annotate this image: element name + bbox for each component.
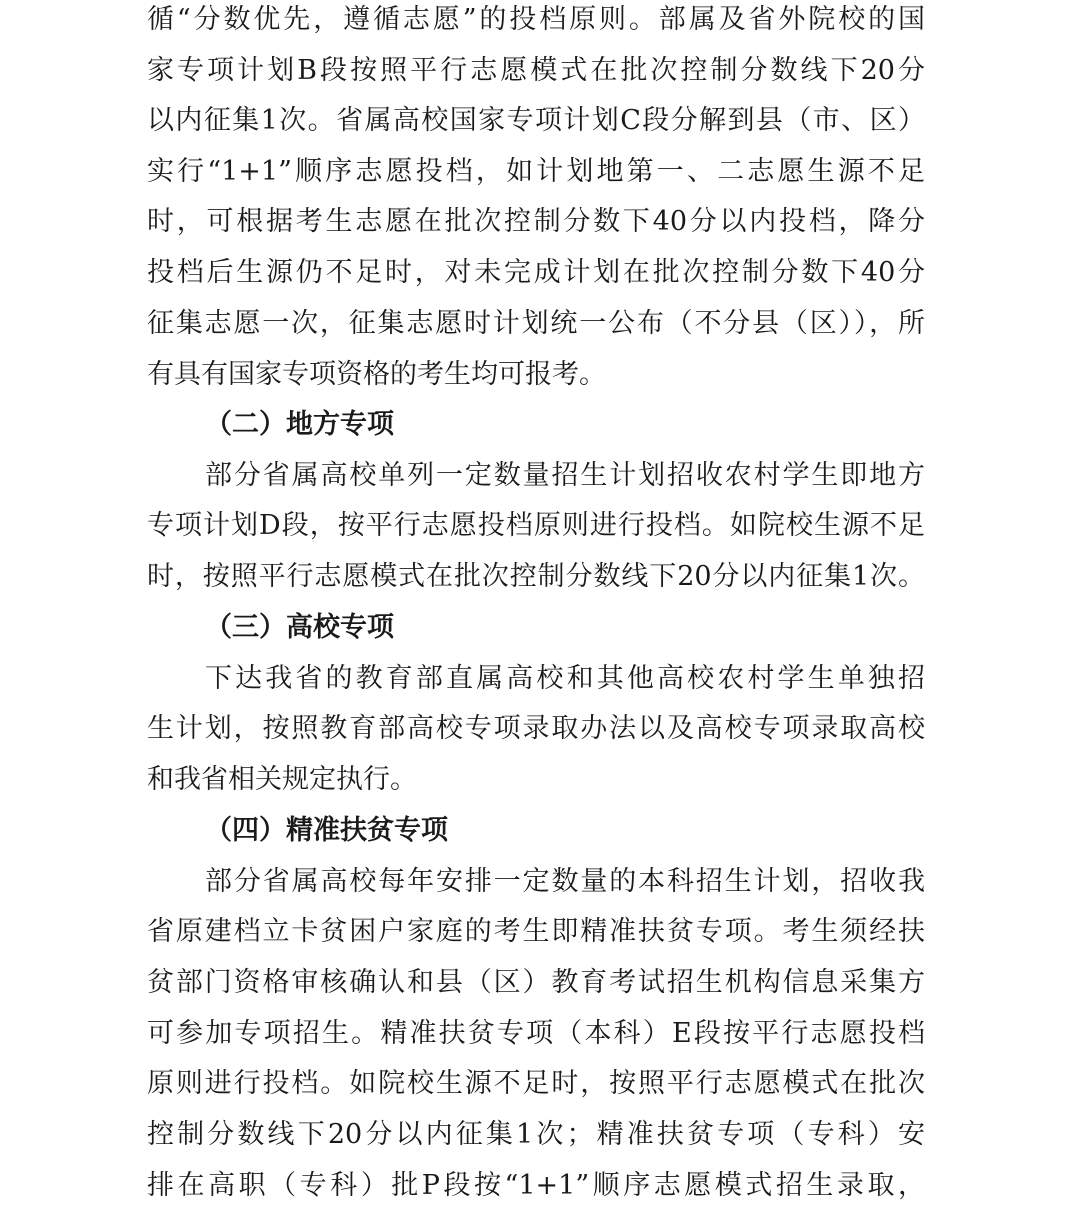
paragraph-line: 家专项计划B段按照平行志愿模式在批次控制分数线下20分 — [147, 55, 925, 86]
paragraph-line: 省原建档立卡贫困户家庭的考生即精准扶贫专项。考生须经扶 — [147, 916, 925, 947]
paragraph-line: 部分省属高校单列一定数量招生计划招收农村学生即地方 — [205, 460, 925, 491]
section-heading-poverty: （四）精准扶贫专项 — [205, 815, 448, 846]
paragraph-line: 征集志愿一次，征集志愿时计划统一公布（不分县（区）），所 — [147, 308, 925, 339]
paragraph-line: 投档后生源仍不足时，对未完成计划在批次控制分数下40分 — [147, 257, 925, 288]
paragraph-line: 专项计划D段，按平行志愿投档原则进行投档。如院校生源不足 — [147, 510, 925, 541]
paragraph-line: 实行“1+1”顺序志愿投档，如计划地第一、二志愿生源不足 — [147, 156, 925, 187]
paragraph-line: 贫部门资格审核确认和县（区）教育考试招生机构信息采集方 — [147, 967, 925, 998]
paragraph-line: 生计划，按照教育部高校专项录取办法以及高校专项录取高校 — [147, 713, 925, 744]
paragraph-line: 下达我省的教育部直属高校和其他高校农村学生单独招 — [205, 663, 925, 694]
section-heading-university: （三）高校专项 — [205, 612, 394, 643]
paragraph-line: 有具有国家专项资格的考生均可报考。 — [147, 359, 606, 390]
paragraph-line: 以内征集1次。省属高校国家专项计划C段分解到县（市、区） — [147, 105, 925, 136]
section-heading-local: （二）地方专项 — [205, 409, 394, 440]
paragraph-line: 循“分数优先，遵循志愿”的投档原则。部属及省外院校的国 — [147, 4, 925, 35]
paragraph-line: 控制分数线下20分以内征集1次；精准扶贫专项（专科）安 — [147, 1119, 925, 1150]
paragraph-line: 时，可根据考生志愿在批次控制分数下40分以内投档，降分 — [147, 206, 925, 237]
paragraph-line: 原则进行投档。如院校生源不足时，按照平行志愿模式在批次 — [147, 1068, 925, 1099]
paragraph-line: 和我省相关规定执行。 — [147, 764, 417, 795]
paragraph-line: 排在高职（专科）批P段按“1+1”顺序志愿模式招生录取， — [147, 1170, 925, 1201]
paragraph-line: 可参加专项招生。精准扶贫专项（本科）E段按平行志愿投档 — [147, 1018, 925, 1049]
paragraph-line: 时，按照平行志愿模式在批次控制分数线下20分以内征集1次。 — [147, 561, 925, 592]
paragraph-line: 部分省属高校每年安排一定数量的本科招生计划，招收我 — [205, 866, 925, 897]
